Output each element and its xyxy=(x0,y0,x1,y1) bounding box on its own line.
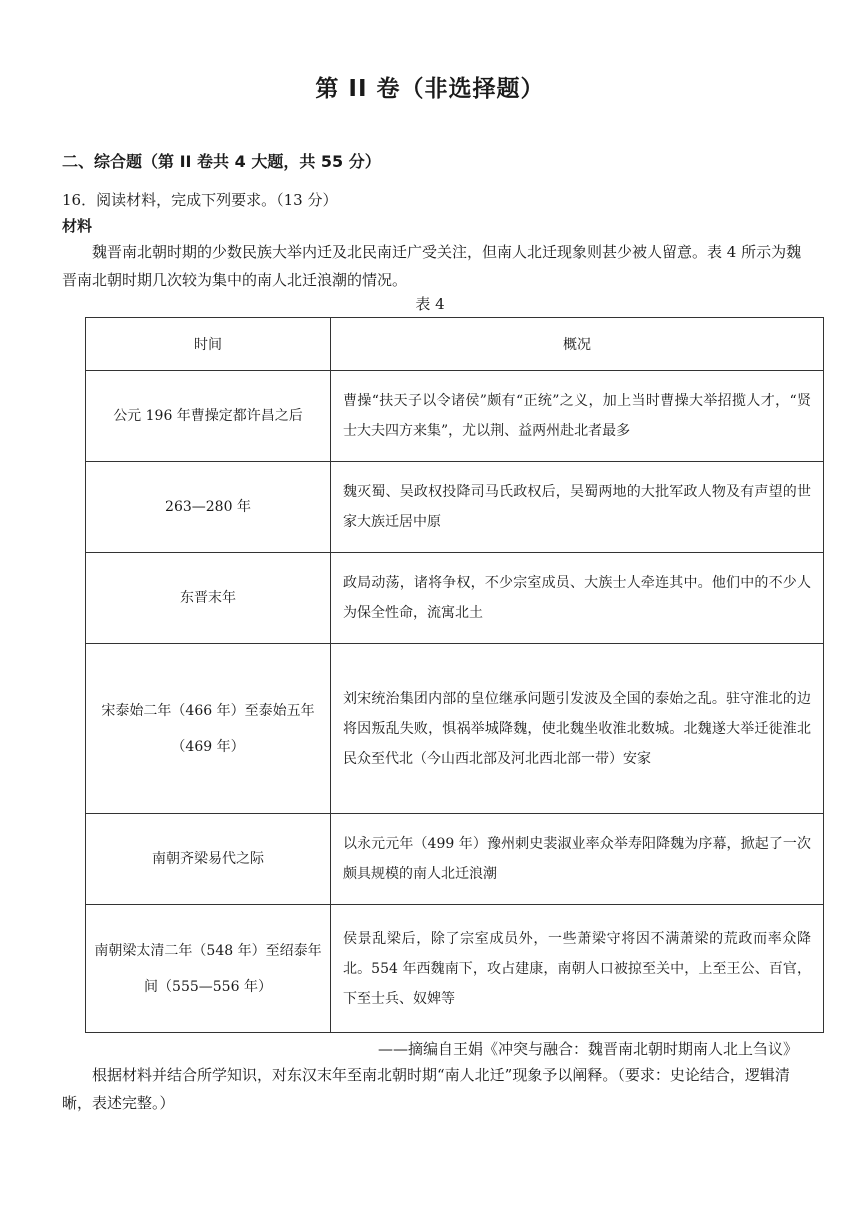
row-time: 公元 196 年曹操定都许昌之后 xyxy=(86,371,331,462)
row-time: 263—280 年 xyxy=(86,462,331,553)
header-overview: 概况 xyxy=(331,318,824,371)
table-row xyxy=(86,462,824,553)
row-desc: 以永元元年（499 年）豫州刺史裴淑业率众举寿阳降魏为序幕，掀起了一次颇具规模的南人北迁浪潮 xyxy=(331,814,824,905)
section-heading: 二、综合题（第 II 卷共 4 大题，共 55 分） xyxy=(62,152,381,171)
row-desc: 刘宋统治集团内部的皇位继承问题引发波及全国的泰始之乱。驻守淮北的边将因叛乱失败，惧祸举城降魏，使北魏坐收淮北数城。北魏遂大举迁徙淮北民众至代北（今山西北部及河北西北部一带）安家 xyxy=(331,644,824,814)
table-row xyxy=(86,644,824,814)
row-time: 南朝梁太清二年（548 年）至绍泰年间（555—556 年） xyxy=(86,905,331,1033)
table-caption: 表 4 xyxy=(415,295,445,313)
row-time: 宋泰始二年（466 年）至泰始五年（469 年） xyxy=(86,644,331,814)
row-desc: 魏灭蜀、吴政权投降司马氏政权后，吴蜀两地的大批军政人物及有声望的世家大族迁居中原 xyxy=(331,462,824,553)
row-time: 南朝齐梁易代之际 xyxy=(86,814,331,905)
row-desc: 侯景乱梁后，除了宗室成员外，一些萧梁守将因不满萧梁的荒政而率众降北。554 年西魏南下，攻占建康，南朝人口被掠至关中，上至王公、百官，下至士兵、奴婢等 xyxy=(331,905,824,1033)
table-row xyxy=(86,905,824,1033)
part-title: 第 II 卷（非选择题） xyxy=(315,76,545,102)
row-time: 东晋末年 xyxy=(86,553,331,644)
question-prompt: 根据材料并结合所学知识，对东汉末年至南北朝时期“南人北迁”现象予以阐释。（要求：史论结合，逻辑清晰，表述完整。） xyxy=(62,1066,790,1112)
table-row xyxy=(86,371,824,462)
material-label: 材料 xyxy=(62,217,93,235)
header-time: 时间 xyxy=(86,318,331,371)
row-desc: 曹操“扶天子以令诸侯”颇有“正统”之义，加上当时曹操大举招揽人才，“贤士大夫四方来集”，尤以荆、益两州赴北者最多 xyxy=(331,371,824,462)
table-row xyxy=(86,553,824,644)
source-citation: ——摘编自王娟《冲突与融合：魏晋南北朝时期南人北上刍议》 xyxy=(377,1040,798,1058)
material-intro: 魏晋南北朝时期的少数民族大举内迁及北民南迁广受关注，但南人北迁现象则甚少被人留意。表 4 所示为魏晋南北朝时期几次较为集中的南人北迁浪潮的情况。 xyxy=(62,243,802,289)
table-row xyxy=(86,814,824,905)
question-stem: 16．阅读材料，完成下列要求。（13 分） xyxy=(62,191,338,209)
migration-table xyxy=(85,317,824,1033)
table-header-row xyxy=(86,318,824,371)
row-desc: 政局动荡，诸将争权，不少宗室成员、大族士人牵连其中。他们中的不少人为保全性命，流寓北土 xyxy=(331,553,824,644)
